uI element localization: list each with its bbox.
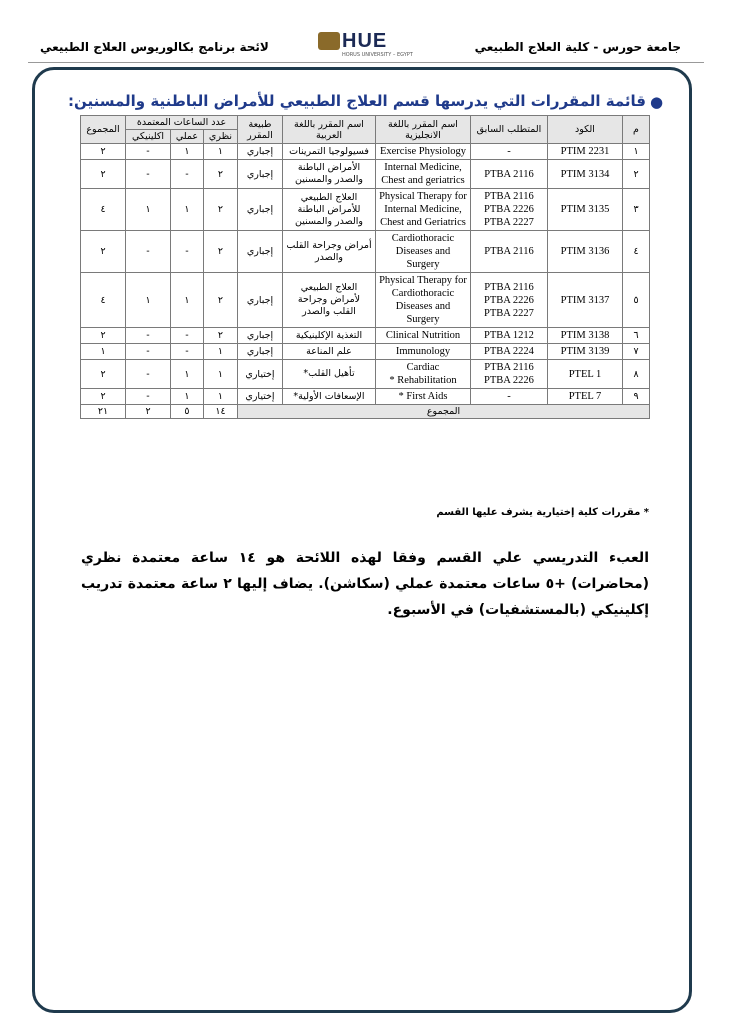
row-code: PTIM 2231 (548, 144, 623, 160)
totals-label: المجموع (238, 405, 650, 419)
row-name-ar: التغذية الإكلينيكية (283, 328, 376, 344)
row-theory: ١ (203, 144, 237, 160)
row-code: PTEL 7 (548, 389, 623, 405)
row-name-en: Cardiac Rehabilitation * (376, 360, 471, 389)
row-code: PTEL 1 (548, 360, 623, 389)
row-name-en: Physical Therapy for Cardiothoracic Diseases and Surgery (376, 273, 471, 328)
totals-total: ٢١ (81, 405, 126, 419)
row-clinical: - (126, 360, 171, 389)
row-prereq: PTBA 2116 (471, 231, 548, 273)
row-total: ٢ (81, 144, 126, 160)
row-total: ٢ (81, 360, 126, 389)
totals-clinical: ٢ (126, 405, 171, 419)
row-code: PTIM 3139 (548, 344, 623, 360)
row-practical: ١ (170, 273, 203, 328)
row-num: ٦ (623, 328, 650, 344)
row-name-ar: العلاج الطبيعي للأمراض الباطنة والصدر والمسنين (283, 189, 376, 231)
row-num: ٢ (623, 160, 650, 189)
row-clinical: - (126, 328, 171, 344)
totals-theory: ١٤ (203, 405, 237, 419)
col-total: المجموع (81, 116, 126, 144)
section-title: قائمة المقررات التي يدرسها قسم العلاج الطبيعي للأمراض الباطنية والمسنين: (67, 92, 646, 110)
col-num: م (623, 116, 650, 144)
row-type: إختياري (238, 360, 283, 389)
row-practical: - (170, 344, 203, 360)
row-name-ar: فسيولوجيا التمرينات (283, 144, 376, 160)
row-total: ٢ (81, 389, 126, 405)
row-theory: ٢ (203, 160, 237, 189)
row-type: إختياري (238, 389, 283, 405)
row-practical: - (170, 328, 203, 344)
row-theory: ٢ (203, 273, 237, 328)
table-row (81, 389, 650, 405)
row-clinical: - (126, 144, 171, 160)
university-logo (318, 30, 413, 62)
row-name-en: Physical Therapy for Internal Medicine, Chest and Geriatrics (376, 189, 471, 231)
row-total: ٢ (81, 160, 126, 189)
row-theory: ٢ (203, 328, 237, 344)
row-practical: ١ (170, 144, 203, 160)
row-clinical: - (126, 389, 171, 405)
row-name-ar: العلاج الطبيعي لأمراض وجراحة القلب والصدر (283, 273, 376, 328)
row-name-ar: الإسعافات الأولية* (283, 389, 376, 405)
row-prereq: PTBA 2224 (471, 344, 548, 360)
teaching-load-paragraph: العبء التدريسي علي القسم وفقا لهذه اللائحة هو ١٤ ساعة معتمدة نظري (محاضرات) +٥ ساعات معتمدة عملي (سكاشن). يضاف إليها ٢ ساعة معتمدة تدريب إكلينيكي (بالمستشفيات) في الأسبوع. (81, 550, 650, 618)
col-prereq: المتطلب السابق (471, 116, 548, 144)
row-name-en: Cardiothoracic Diseases and Surgery (376, 231, 471, 273)
row-type: إجباري (238, 160, 283, 189)
row-clinical: ١ (126, 189, 171, 231)
row-code: PTIM 3136 (548, 231, 623, 273)
row-total: ٢ (81, 328, 126, 344)
col-clinical: اكلينيكي (126, 130, 171, 144)
row-prereq: PTBA 2116 PTBA 2226 (471, 360, 548, 389)
row-practical: ١ (170, 360, 203, 389)
courses-table (80, 115, 650, 419)
table-row (81, 328, 650, 344)
row-num: ٤ (623, 231, 650, 273)
table-row (81, 360, 650, 389)
university-name: جامعة حورس - كلية العلاج الطبيعي (474, 40, 681, 54)
row-type: إجباري (238, 344, 283, 360)
row-num: ١ (623, 144, 650, 160)
col-code: الكود (548, 116, 623, 144)
table-row (81, 273, 650, 328)
col-name-ar: اسم المقرر باللغة العربية (283, 116, 376, 144)
row-clinical: - (126, 160, 171, 189)
row-name-ar: تأهيل القلب* (283, 360, 376, 389)
col-credit-hours: عدد الساعات المعتمدة (126, 116, 238, 130)
row-clinical: - (126, 231, 171, 273)
row-clinical: ١ (126, 273, 171, 328)
logo-subtitle: HORUS UNIVERSITY – EGYPT (342, 52, 413, 58)
row-practical: ١ (170, 189, 203, 231)
page-header (0, 0, 731, 60)
row-prereq: PTBA 1212 (471, 328, 548, 344)
row-theory: ١ (203, 360, 237, 389)
row-prereq: PTBA 2116 PTBA 2226 PTBA 2227 (471, 273, 548, 328)
row-type: إجباري (238, 273, 283, 328)
row-num: ٥ (623, 273, 650, 328)
row-total: ١ (81, 344, 126, 360)
eye-of-horus-icon (318, 32, 340, 50)
col-theory: نظري (203, 130, 237, 144)
row-num: ٨ (623, 360, 650, 389)
row-type: إجباري (238, 144, 283, 160)
row-type: إجباري (238, 189, 283, 231)
row-name-en: Internal Medicine, Chest and geriatrics (376, 160, 471, 189)
row-prereq: PTBA 2116 (471, 160, 548, 189)
program-name: لائحة برنامج بكالوريوس العلاج الطبيعي (40, 40, 269, 54)
row-name-en: Exercise Physiology (376, 144, 471, 160)
row-code: PTIM 3137 (548, 273, 623, 328)
row-num: ٣ (623, 189, 650, 231)
row-prereq: - (471, 144, 548, 160)
row-code: PTIM 3135 (548, 189, 623, 231)
row-num: ٩ (623, 389, 650, 405)
row-theory: ١ (203, 389, 237, 405)
header-divider (28, 62, 704, 63)
row-name-en: Immunology (376, 344, 471, 360)
row-theory: ٢ (203, 231, 237, 273)
row-theory: ١ (203, 344, 237, 360)
row-name-ar: الأمراض الباطنة والصدر والمسنين (283, 160, 376, 189)
totals-practical: ٥ (170, 405, 203, 419)
row-type: إجباري (238, 231, 283, 273)
row-num: ٧ (623, 344, 650, 360)
row-practical: - (170, 160, 203, 189)
row-name-ar: علم المناعة (283, 344, 376, 360)
row-prereq: - (471, 389, 548, 405)
row-theory: ٢ (203, 189, 237, 231)
row-name-en: First Aids * (376, 389, 471, 405)
row-practical: - (170, 231, 203, 273)
row-clinical: - (126, 344, 171, 360)
table-row (81, 344, 650, 360)
row-name-ar: أمراض وجراحة القلب والصدر (283, 231, 376, 273)
row-practical: ١ (170, 389, 203, 405)
logo-text: HUE (342, 30, 388, 52)
col-name-en: اسم المقرر باللغة الانجليزية (376, 116, 471, 144)
col-practical: عملي (170, 130, 203, 144)
bullet-icon: ● (650, 93, 664, 111)
table-row (81, 144, 650, 160)
table-row (81, 160, 650, 189)
row-total: ٢ (81, 231, 126, 273)
footnote: * مقررات كلية إختيارية يشرف عليها القسم (436, 507, 649, 518)
table-row (81, 189, 650, 231)
table-row (81, 231, 650, 273)
row-code: PTIM 3134 (548, 160, 623, 189)
row-prereq: PTBA 2116 PTBA 2226 PTBA 2227 (471, 189, 548, 231)
row-total: ٤ (81, 273, 126, 328)
row-total: ٤ (81, 189, 126, 231)
row-name-en: Clinical Nutrition (376, 328, 471, 344)
col-type: طبيعة المقرر (238, 116, 283, 144)
row-type: إجباري (238, 328, 283, 344)
row-code: PTIM 3138 (548, 328, 623, 344)
